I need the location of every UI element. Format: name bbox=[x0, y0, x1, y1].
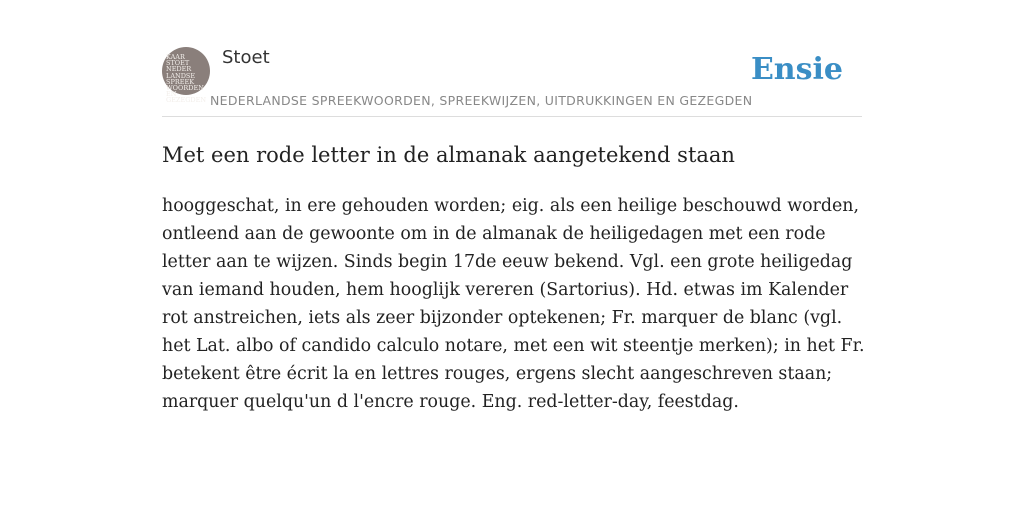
brand-logo[interactable]: Ensie bbox=[750, 52, 843, 87]
entry-title: Met een rode letter in de almanak aangetekend staan bbox=[162, 143, 735, 167]
source-header bbox=[162, 46, 862, 117]
entry-definition: hooggeschat, in ere gehouden worden; eig. als een heilige beschouwd worden, ontleend aan de gewoonte om in de almanak de heiligedagen met een rode letter aan te wijzen. Sinds begin 17de eeuw bekend. Vgl. een grote heiligedag van iemand houden, hem hooglijk vereren (Sartorius). Hd. etwas im Kalender rot anstreichen, iets als zeer bijzonder optekenen; Fr. marquer de blanc (vgl. het Lat. albo of candido calculo notare, met een wit steentje merken); in het Fr. betekent être écrit la en lettres rouges, ergens slecht aangeschreven staan; marquer quelqu'un d l'encre rouge. Eng. red-letter-day, feestdag. bbox=[162, 196, 865, 412]
avatar-cover-text: KAAR STOET NEDER LANDSE SPREEK WOORDEN EN GEZEGDEN bbox=[166, 53, 207, 105]
source-subtitle: NEDERLANDSE SPREEKWOORDEN, SPREEKWIJZEN, UITDRUKKINGEN EN GEZEGDEN bbox=[210, 93, 753, 108]
source-avatar[interactable] bbox=[162, 47, 210, 105]
source-author-link[interactable]: Stoet bbox=[222, 47, 270, 68]
